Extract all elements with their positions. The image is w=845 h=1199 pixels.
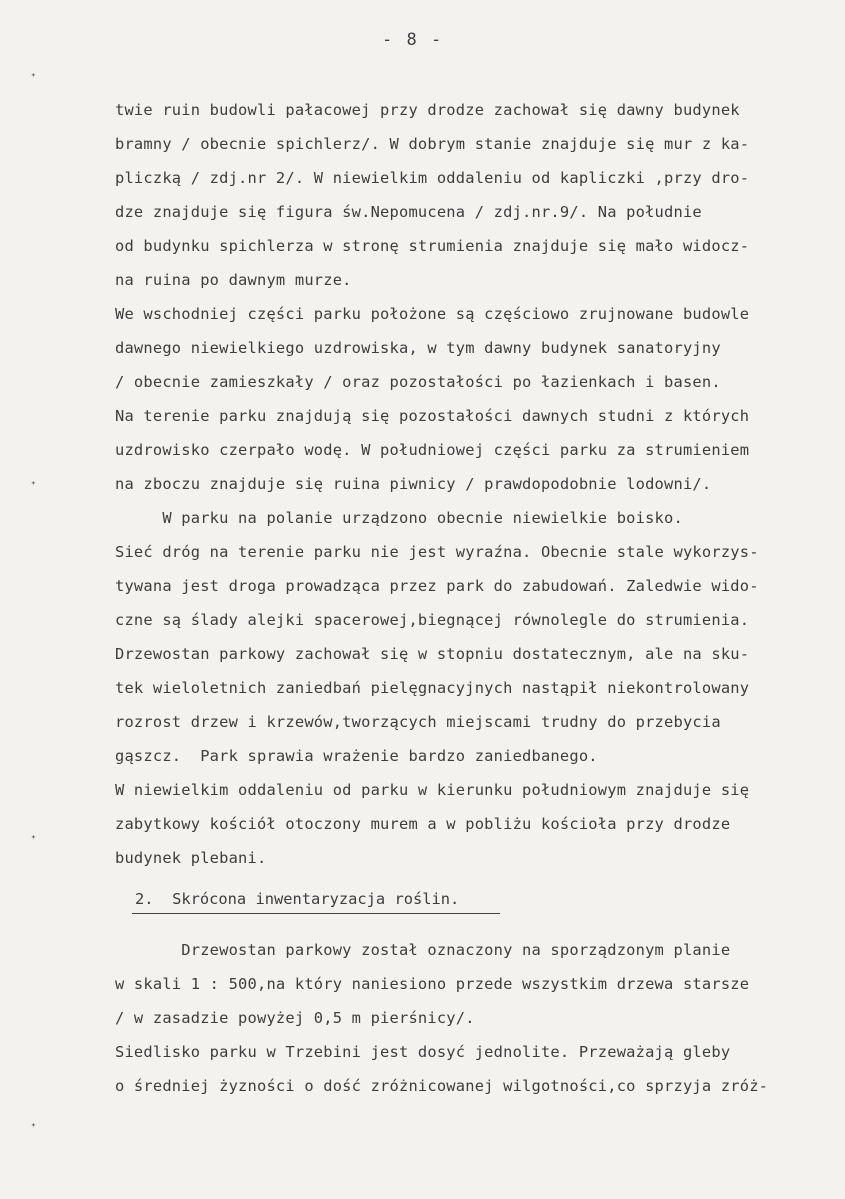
text-line: gąszcz. Park sprawia wrażenie bardzo zaniedbanego. [115,747,598,765]
text-line: uzdrowisko czerpało wodę. W południowej części parku za strumieniem [115,441,750,459]
text-line: Na terenie parku znajdują się pozostałości dawnych studni z których [115,407,750,425]
text-line: czne są ślady alejki spacerowej,biegnącej równolegle do strumienia. [115,611,750,629]
text-line: zabytkowy kościół otoczony murem a w pobliżu kościoła przy drodze [115,815,731,833]
text-line: budynek plebani. [115,849,267,867]
page-number: - 8 - [382,30,444,50]
text-line: Siedlisko parku w Trzebini jest dosyć jednolite. Przeważają gleby [115,1043,731,1061]
text-line: dawnego niewielkiego uzdrowiska, w tym dawny budynek sanatoryjny [115,339,721,357]
text-line: / w zasadzie powyżej 0,5 m pierśnicy/. [115,1009,475,1027]
text-line: twie ruin budowli pałacowej przy drodze zachował się dawny budynek [115,101,740,119]
text-line: rozrost drzew i krzewów,tworzących miejscami trudny do przebycia [115,713,721,731]
text-line: o średniej żyzności o dość zróżnicowanej wilgotności,co sprzyja zróż- [115,1077,769,1095]
text-line: tywana jest droga prowadząca przez park do zabudowań. Zaledwie wido- [115,577,759,595]
text-line: W parku na polanie urządzono obecnie niewielkie boisko. [115,509,683,527]
text-line: W niewielkim oddaleniu od parku w kierunku południowym znajduje się [115,781,750,799]
text-line: tek wieloletnich zaniedbań pielęgnacyjnych nastąpił niekontrolowany [115,679,750,697]
text-line: w skali 1 : 500,na który naniesiono przede wszystkim drzewa starsze [115,975,750,993]
binding-hole-mark: ˖ [30,68,37,81]
text-line: / obecnie zamieszkały / oraz pozostałości po łazienkach i basen. [115,373,721,391]
text-line: dze znajduje się figura św.Nepomucena / zdj.nr.9/. Na południe [115,203,702,221]
text-line: Drzewostan parkowy zachował się w stopniu dostatecznym, ale na sku- [115,645,750,663]
heading-underline [132,913,500,914]
binding-hole-mark: ˖ [30,830,37,843]
text-line: od budynku spichlerza w stronę strumienia znajduje się mało widocz- [115,237,750,255]
text-line: Sieć dróg na terenie parku nie jest wyraźna. Obecnie stale wykorzys- [115,543,759,561]
section-heading: 2. Skrócona inwentaryzacja roślin. [135,890,460,908]
text-line: na ruina po dawnym murze. [115,271,352,289]
text-line: We wschodniej części parku położone są częściowo zrujnowane budowle [115,305,750,323]
binding-hole-mark: ˖ [30,1118,37,1131]
text-line: pliczką / zdj.nr 2/. W niewielkim oddaleniu od kapliczki ,przy dro- [115,169,750,187]
text-line: bramny / obecnie spichlerz/. W dobrym stanie znajduje się mur z ka- [115,135,750,153]
text-line: Drzewostan parkowy został oznaczony na sporządzonym planie [115,941,731,959]
binding-hole-mark: ˖ [30,476,37,489]
text-line: na zboczu znajduje się ruina piwnicy / prawdopodobnie lodowni/. [115,475,712,493]
